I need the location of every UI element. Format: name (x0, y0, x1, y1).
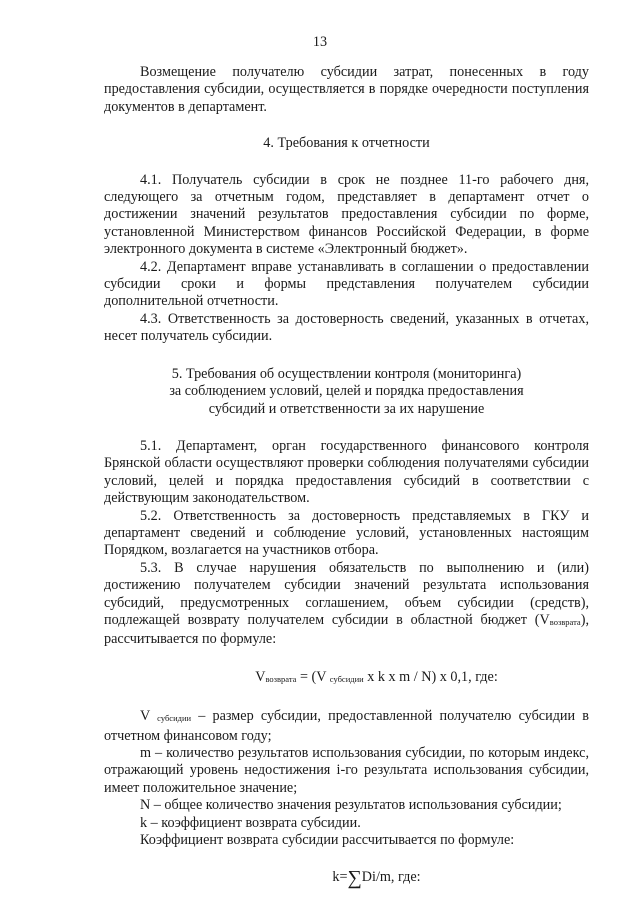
formula-v-return (164, 669, 589, 688)
section-heading-5-line2: за соблюдением условий, целей и порядка предоставления (169, 383, 524, 400)
formula-2-k: k= (332, 869, 348, 886)
paragraph-intro: Возмещение получателю субсидии затрат, понесенных в году предоставления субсидии, осуществляется в порядке очередности поступления документов в департамент. (104, 64, 589, 115)
formula-1-v: V (255, 668, 266, 685)
formula-1-sub-subsidy: субсидии (329, 673, 364, 684)
definition-n: N – общее количество значения результатов использования субсидии; (140, 797, 562, 814)
paragraph-5-3-v: V (539, 611, 550, 628)
paragraph-5-3-text: 5.3. В случае нарушения обязательств по выполнению и (или) достижению получателем субсидии значений результата использования субсидий, предусмотренных соглашением, объем субсидии (средств), подлежащей возврату получателем субсидии в областной бюджет ( (104, 559, 589, 628)
formula-1-end: x k x m / N) x 0,1, где: (363, 668, 498, 685)
formula-2-rest: Di/m, где: (361, 869, 421, 886)
paragraph-4-2: 4.2. Департамент вправе устанавливать в соглашении о предоставлении субсидии сроки и формы представления получателем субсидии дополнительной отчетности. (104, 258, 589, 310)
formula-1-mid: = (V (296, 668, 330, 685)
definition-k: k – коэффициент возврата субсидии. (140, 814, 361, 831)
document-body (104, 64, 589, 888)
sigma-symbol: ∑ (347, 867, 362, 890)
definition-1-v: V (140, 708, 158, 725)
paragraph-5-3-sub: возврата (549, 616, 581, 627)
paragraph-5-2: 5.2. Ответственность за достоверность представляемых в ГКУ и департамент сведений и соблюдение условий, установленных настоящим Порядком, возлагается на участников отбора. (104, 507, 589, 559)
section-heading-4: 4. Требования к отчетности (263, 135, 430, 152)
paragraph-4-3: 4.3. Ответственность за достоверность сведений, указанных в отчетах, несет получатель субсидии. (104, 310, 589, 345)
section-heading-5-line3: субсидий и ответственности за их нарушение (208, 400, 485, 417)
paragraph-coefficient: Коэффициент возврата субсидии рассчитывается по формуле: (140, 832, 515, 849)
section-heading-5-line1: 5. Требования об осуществлении контроля (мониторинга) (171, 365, 522, 382)
definition-m: m – количество результатов использования субсидии, по которым индекс, отражающий уровень недостижения i-го результата использования субсидии, имеет положительное значение; (104, 745, 589, 796)
paragraph-5-3-end: ), рассчитывается по формуле: (104, 611, 589, 648)
formula-1-sub-return: возврата (265, 673, 297, 684)
formula-k (164, 867, 589, 890)
definition-v-subsidy (104, 708, 589, 745)
definition-1-text: – размер субсидии, предоставленной получателю субсидии в отчетном финансовом году; (104, 708, 589, 744)
paragraph-5-1: 5.1. Департамент, орган государственного финансового контроля Брянской области осуществляют проверки соблюдения получателями субсидии условий, целей и порядка предоставления субсидий в соответствии с действующим законодательством. (104, 437, 589, 507)
definition-1-sub: субсидии (157, 713, 192, 724)
paragraph-4-1: 4.1. Получатель субсидии в срок не позднее 11-го рабочего дня, следующего за отчетным годом, представляет в департамент отчет о достижении значений результатов предоставления субсидии по форме, установленной Министерством финансов Российской Федерации, в форме электронного документа в системе «Электронный бюджет». (104, 171, 589, 258)
page-number: 13 (312, 34, 328, 50)
paragraph-5-3 (104, 560, 589, 649)
